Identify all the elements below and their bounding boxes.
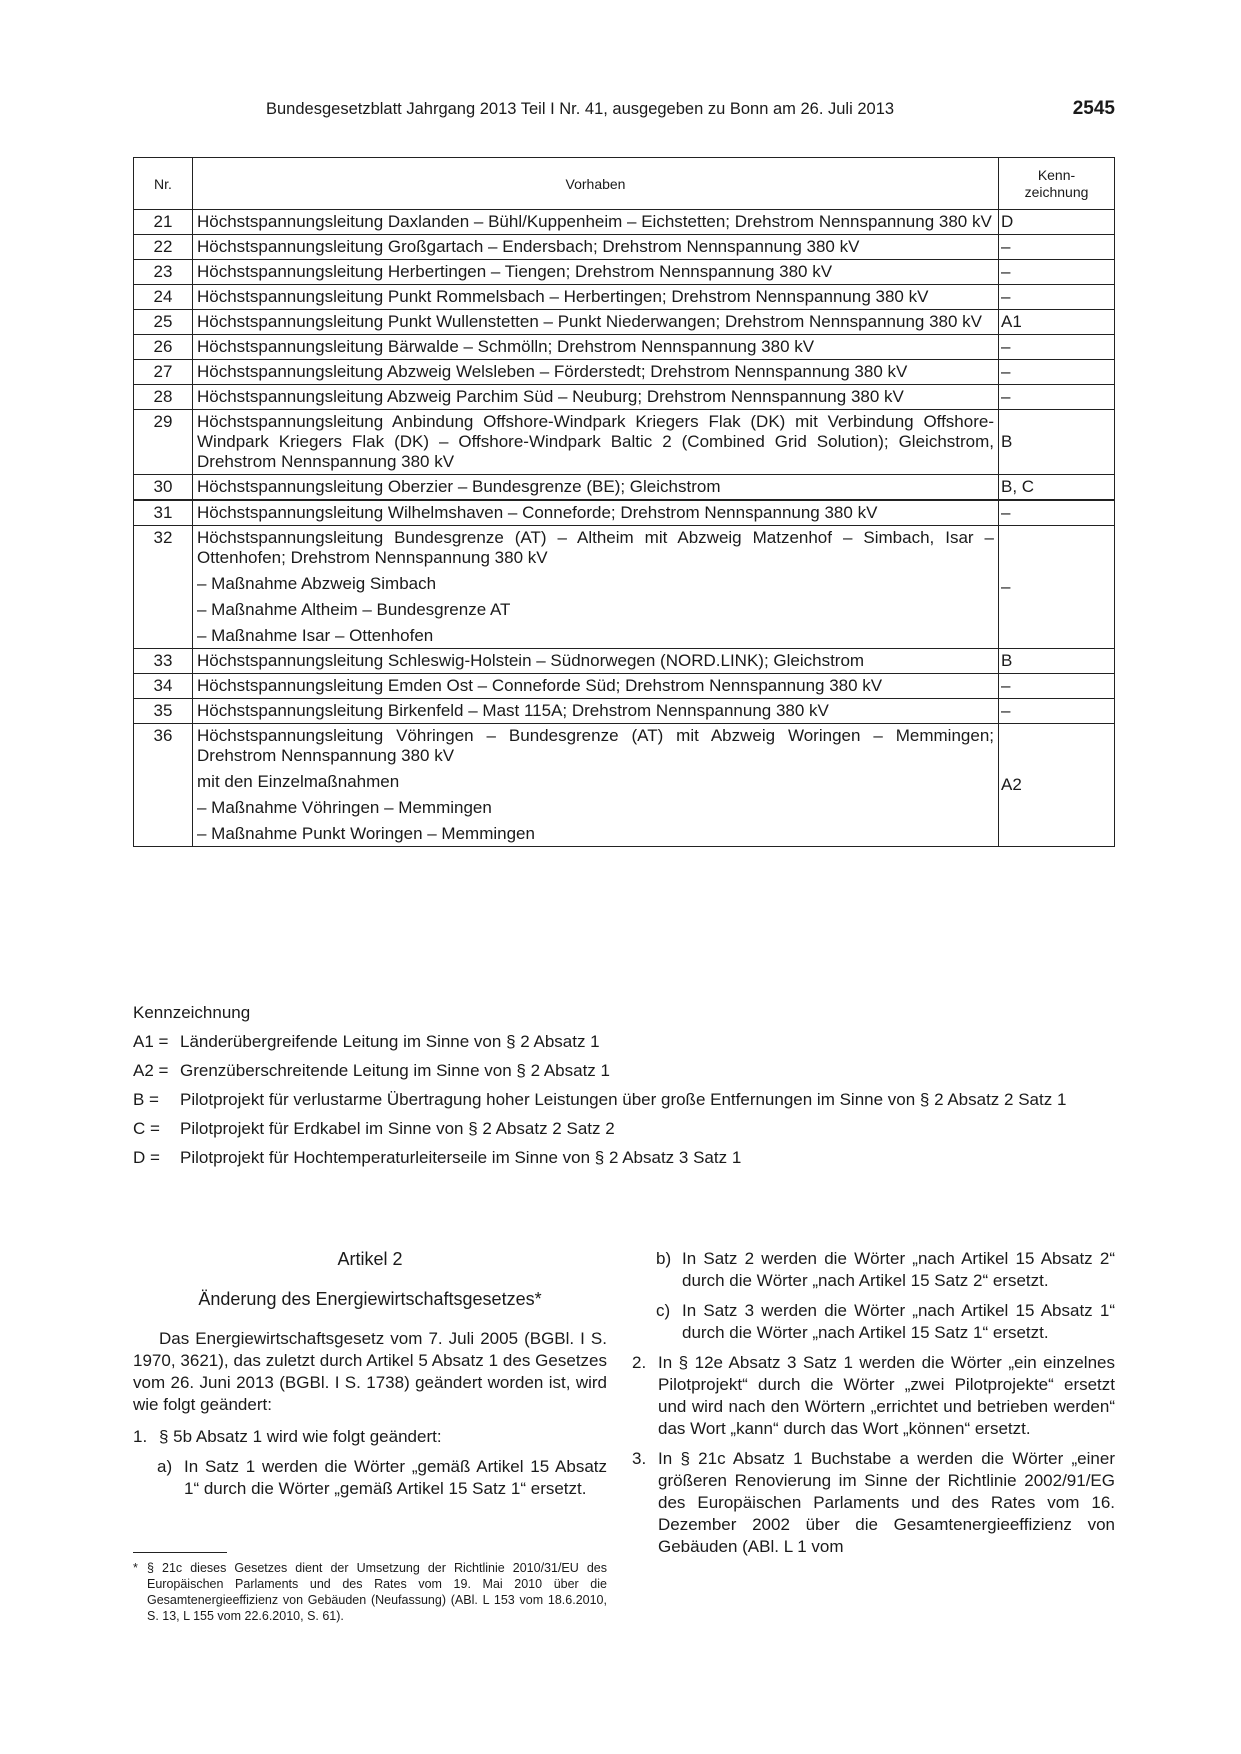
legend-text: Grenzüberschreitende Leitung im Sinne von § 2 Absatz 1 xyxy=(180,1061,610,1080)
legend-entry xyxy=(133,1090,1115,1110)
row-kennzeichnung: – xyxy=(999,285,1115,310)
page-header xyxy=(133,100,1115,126)
vorhaben-text: Höchstspannungsleitung Schleswig-Holstein – Südnorwegen (NORD.LINK); Gleichstrom xyxy=(197,651,865,670)
row-number: 25 xyxy=(134,310,193,335)
legend-key: D = xyxy=(133,1148,160,1167)
vorhaben-text: Höchstspannungsleitung Birkenfeld – Mast 115A; Drehstrom Nennspannung 380 kV xyxy=(197,701,829,720)
row-number: 34 xyxy=(134,674,193,699)
legend-key: A2 = xyxy=(133,1061,169,1080)
row-kennzeichnung: – xyxy=(999,699,1115,724)
vorhaben-text: Höchstspannungsleitung Oberzier – Bundesgrenze (BE); Gleichstrom xyxy=(197,477,721,496)
row-kennzeichnung: B, C xyxy=(999,475,1115,501)
vorhaben-measure: – Maßnahme Isar – Ottenhofen xyxy=(197,626,434,645)
list-subitem-label: b) xyxy=(656,1249,672,1268)
row-number: 33 xyxy=(134,649,193,674)
table-row xyxy=(134,210,1115,235)
vorhaben-text: Höchstspannungsleitung Punkt Rommelsbach – Herbertingen; Drehstrom Nennspannung 380 kV xyxy=(197,287,929,306)
row-vorhaben xyxy=(193,649,999,674)
row-kennzeichnung: – xyxy=(999,235,1115,260)
row-number: 23 xyxy=(134,260,193,285)
legend-key: C = xyxy=(133,1119,160,1138)
vorhaben-text: Höchstspannungsleitung Herbertingen – Tiengen; Drehstrom Nennspannung 380 kV xyxy=(197,262,833,281)
row-vorhaben xyxy=(193,285,999,310)
list-item-text: § 5b Absatz 1 wird wie folgt geändert: xyxy=(159,1427,442,1446)
list-subitem-b xyxy=(656,1248,1115,1292)
legend-entry xyxy=(133,1032,1115,1052)
row-vorhaben xyxy=(193,500,999,526)
list-item-3 xyxy=(632,1448,1115,1558)
row-vorhaben xyxy=(193,724,999,847)
footnote-text: § 21c dieses Gesetzes dient der Umsetzung der Richtlinie 2010/31/EU des Europäischen Parlaments und des Rates vom 19. Mai 2010 über die Gesamtenergieeffizienz von Gebäuden (Neufassung) (ABl. L 153 vom 18.6.2010, S. 13, L 155 vom 22.6.2010, S. 61). xyxy=(147,1561,607,1623)
legend-key: B = xyxy=(133,1090,159,1109)
legend-entry xyxy=(133,1148,1115,1168)
row-kennzeichnung: D xyxy=(999,210,1115,235)
article-subtitle: Änderung des Energiewirtschaftsgesetzes* xyxy=(198,1289,542,1309)
row-number: 27 xyxy=(134,360,193,385)
row-number: 36 xyxy=(134,724,193,847)
vorhaben-measure: – Maßnahme Abzweig Simbach xyxy=(197,574,437,593)
list-item-2 xyxy=(632,1352,1115,1440)
list-subitem-text: In Satz 2 werden die Wörter „nach Artikel 15 Absatz 2“ durch die Wörter „nach Artikel 15 Satz 2“ ersetzt. xyxy=(682,1249,1115,1290)
vorhaben-text: Höchstspannungsleitung Vöhringen – Bundesgrenze (AT) mit Abzweig Woringen – Memmingen; Drehstrom Nennspannung 380 kV xyxy=(197,726,994,765)
row-number: 26 xyxy=(134,335,193,360)
legend-text: Pilotprojekt für Hochtemperaturleiterseile im Sinne von § 2 Absatz 3 Satz 1 xyxy=(180,1148,742,1167)
row-vorhaben xyxy=(193,210,999,235)
row-kennzeichnung: A2 xyxy=(999,724,1115,847)
vorhaben-text: Höchstspannungsleitung Abzweig Parchim Süd – Neuburg; Drehstrom Nennspannung 380 kV xyxy=(197,387,904,406)
row-vorhaben xyxy=(193,385,999,410)
row-kennzeichnung: B xyxy=(999,649,1115,674)
row-kennzeichnung: – xyxy=(999,385,1115,410)
table-row xyxy=(134,235,1115,260)
vorhaben-text: Höchstspannungsleitung Emden Ost – Conneforde Süd; Drehstrom Nennspannung 380 kV xyxy=(197,676,883,695)
table-row xyxy=(134,475,1115,501)
row-kennzeichnung: B xyxy=(999,410,1115,475)
vorhaben-text: Höchstspannungsleitung Punkt Wullenstetten – Punkt Niederwangen; Drehstrom Nennspannung 380 kV xyxy=(197,312,983,331)
row-kennzeichnung: – xyxy=(999,500,1115,526)
table-row xyxy=(134,674,1115,699)
list-item-label: 2. xyxy=(632,1353,647,1372)
vorhaben-measure: – Maßnahme Punkt Woringen – Memmingen xyxy=(197,824,535,843)
table-row xyxy=(134,360,1115,385)
row-number: 22 xyxy=(134,235,193,260)
column-header-vorhaben: Vorhaben xyxy=(193,158,999,210)
vorhaben-text: Höchstspannungsleitung Daxlanden – Bühl/Kuppenheim – Eichstetten; Drehstrom Nennspannung 380 kV xyxy=(197,212,992,231)
table-row xyxy=(134,699,1115,724)
row-vorhaben xyxy=(193,699,999,724)
row-number: 31 xyxy=(134,500,193,526)
row-number: 35 xyxy=(134,699,193,724)
vorhaben-text: Höchstspannungsleitung Wilhelmshaven – Conneforde; Drehstrom Nennspannung 380 kV xyxy=(197,503,878,522)
row-vorhaben xyxy=(193,410,999,475)
list-subitem-a xyxy=(157,1456,607,1500)
row-number: 32 xyxy=(134,526,193,649)
projects-table xyxy=(133,157,1115,847)
row-number: 28 xyxy=(134,385,193,410)
legend-text: Pilotprojekt für verlustarme Übertragung hoher Leistungen über große Entfernungen im Sinne von § 2 Absatz 2 Satz 1 xyxy=(180,1090,1067,1109)
vorhaben-measure: – Maßnahme Vöhringen – Memmingen xyxy=(197,798,492,817)
table-row xyxy=(134,526,1115,649)
article-intro: Das Energiewirtschaftsgesetz vom 7. Juli 2005 (BGBl. I S. 1970, 3621), das zuletzt durch Artikel 5 Absatz 1 des Gesetzes vom 26. Juni 2013 (BGBl. I S. 1738) geändert worden ist, wird wie folgt geändert: xyxy=(133,1329,607,1414)
table-row xyxy=(134,385,1115,410)
row-vorhaben xyxy=(193,335,999,360)
row-number: 21 xyxy=(134,210,193,235)
legend-entry xyxy=(133,1119,1115,1139)
footnote-divider xyxy=(133,1552,227,1553)
list-subitem-text: In Satz 1 werden die Wörter „gemäß Artikel 15 Absatz 1“ durch die Wörter „gemäß Artikel 15 Satz 1“ ersetzt. xyxy=(184,1457,607,1498)
row-vorhaben xyxy=(193,360,999,385)
table-row xyxy=(134,310,1115,335)
row-kennzeichnung: – xyxy=(999,674,1115,699)
row-number: 24 xyxy=(134,285,193,310)
header-title: Bundesgesetzblatt Jahrgang 2013 Teil I Nr. 41, ausgegeben zu Bonn am 26. Juli 2013 xyxy=(266,100,895,118)
vorhaben-text: Höchstspannungsleitung Bärwalde – Schmölln; Drehstrom Nennspannung 380 kV xyxy=(197,337,815,356)
legend xyxy=(133,1003,1115,1177)
footnote-marker: * xyxy=(133,1561,138,1575)
table-row xyxy=(134,500,1115,526)
legend-entry xyxy=(133,1061,1115,1081)
table-row xyxy=(134,649,1115,674)
list-item-label: 1. xyxy=(133,1427,148,1446)
table-row xyxy=(134,724,1115,847)
vorhaben-measure: mit den Einzelmaßnahmen xyxy=(197,772,400,791)
table-row xyxy=(134,335,1115,360)
column-header-nr: Nr. xyxy=(134,158,193,210)
page-number: 2545 xyxy=(1072,98,1115,119)
list-subitem-c xyxy=(656,1300,1115,1344)
legend-key: A1 = xyxy=(133,1032,169,1051)
left-column xyxy=(133,1248,607,1508)
row-vorhaben xyxy=(193,235,999,260)
row-vorhaben xyxy=(193,475,999,501)
row-kennzeichnung: – xyxy=(999,260,1115,285)
list-item-text: In § 12e Absatz 3 Satz 1 werden die Wörter „ein einzelnes Pilotprojekt“ durch die Wörter „zwei Pilotprojekte“ ersetzt und wird nach den Wörtern „errichtet und betrieben werden“ das Wort „kann“ durch das Wort „können“ ersetzt. xyxy=(658,1353,1115,1438)
table-header-row xyxy=(134,158,1115,210)
list-item-1 xyxy=(133,1426,607,1448)
row-kennzeichnung: – xyxy=(999,360,1115,385)
list-item-label: 3. xyxy=(632,1449,647,1468)
right-column xyxy=(632,1248,1115,1566)
vorhaben-text: Höchstspannungsleitung Anbindung Offshore-Windpark Kriegers Flak (DK) mit Verbindung Offshore-Windpark Kriegers Flak (DK) – Offshore-Windpark Baltic 2 (Combined Grid Solution); Gleichstrom, Drehstrom Nennspannung 380 kV xyxy=(197,412,994,471)
row-number: 30 xyxy=(134,475,193,501)
article-title: Artikel 2 xyxy=(337,1249,403,1269)
list-subitem-text: In Satz 3 werden die Wörter „nach Artikel 15 Absatz 1“ durch die Wörter „nach Artikel 15 Satz 1“ ersetzt. xyxy=(682,1301,1115,1342)
row-kennzeichnung: – xyxy=(999,526,1115,649)
table-row xyxy=(134,285,1115,310)
row-vorhaben xyxy=(193,526,999,649)
column-header-kennzeichnung: Kenn- zeichnung xyxy=(999,158,1115,210)
list-subitem-label: c) xyxy=(656,1301,671,1320)
row-kennzeichnung: A1 xyxy=(999,310,1115,335)
row-vorhaben xyxy=(193,310,999,335)
vorhaben-text: Höchstspannungsleitung Abzweig Welsleben – Förderstedt; Drehstrom Nennspannung 380 kV xyxy=(197,362,908,381)
footnote xyxy=(133,1560,607,1624)
legend-title: Kennzeichnung xyxy=(133,1003,251,1022)
table-row xyxy=(134,410,1115,475)
vorhaben-measure: – Maßnahme Altheim – Bundesgrenze AT xyxy=(197,600,511,619)
row-number: 29 xyxy=(134,410,193,475)
row-kennzeichnung: – xyxy=(999,335,1115,360)
legend-text: Pilotprojekt für Erdkabel im Sinne von § 2 Absatz 2 Satz 2 xyxy=(180,1119,615,1138)
vorhaben-text: Höchstspannungsleitung Bundesgrenze (AT) – Altheim mit Abzweig Matzenhof – Simbach, Isar – Ottenhofen; Drehstrom Nennspannung 380 kV xyxy=(197,528,994,567)
vorhaben-text: Höchstspannungsleitung Großgartach – Endersbach; Drehstrom Nennspannung 380 kV xyxy=(197,237,860,256)
row-vorhaben xyxy=(193,260,999,285)
row-vorhaben xyxy=(193,674,999,699)
legend-text: Länderübergreifende Leitung im Sinne von § 2 Absatz 1 xyxy=(180,1032,600,1051)
list-subitem-label: a) xyxy=(157,1457,173,1476)
table-row xyxy=(134,260,1115,285)
list-item-text: In § 21c Absatz 1 Buchstabe a werden die Wörter „einer größeren Renovierung im Sinne der Richtlinie 2002/91/EG des Europäischen Parlaments und des Rates vom 16. Dezember 2002 über die Gesamtenergieeffizienz von Gebäuden (ABl. L 1 vom xyxy=(658,1449,1115,1556)
